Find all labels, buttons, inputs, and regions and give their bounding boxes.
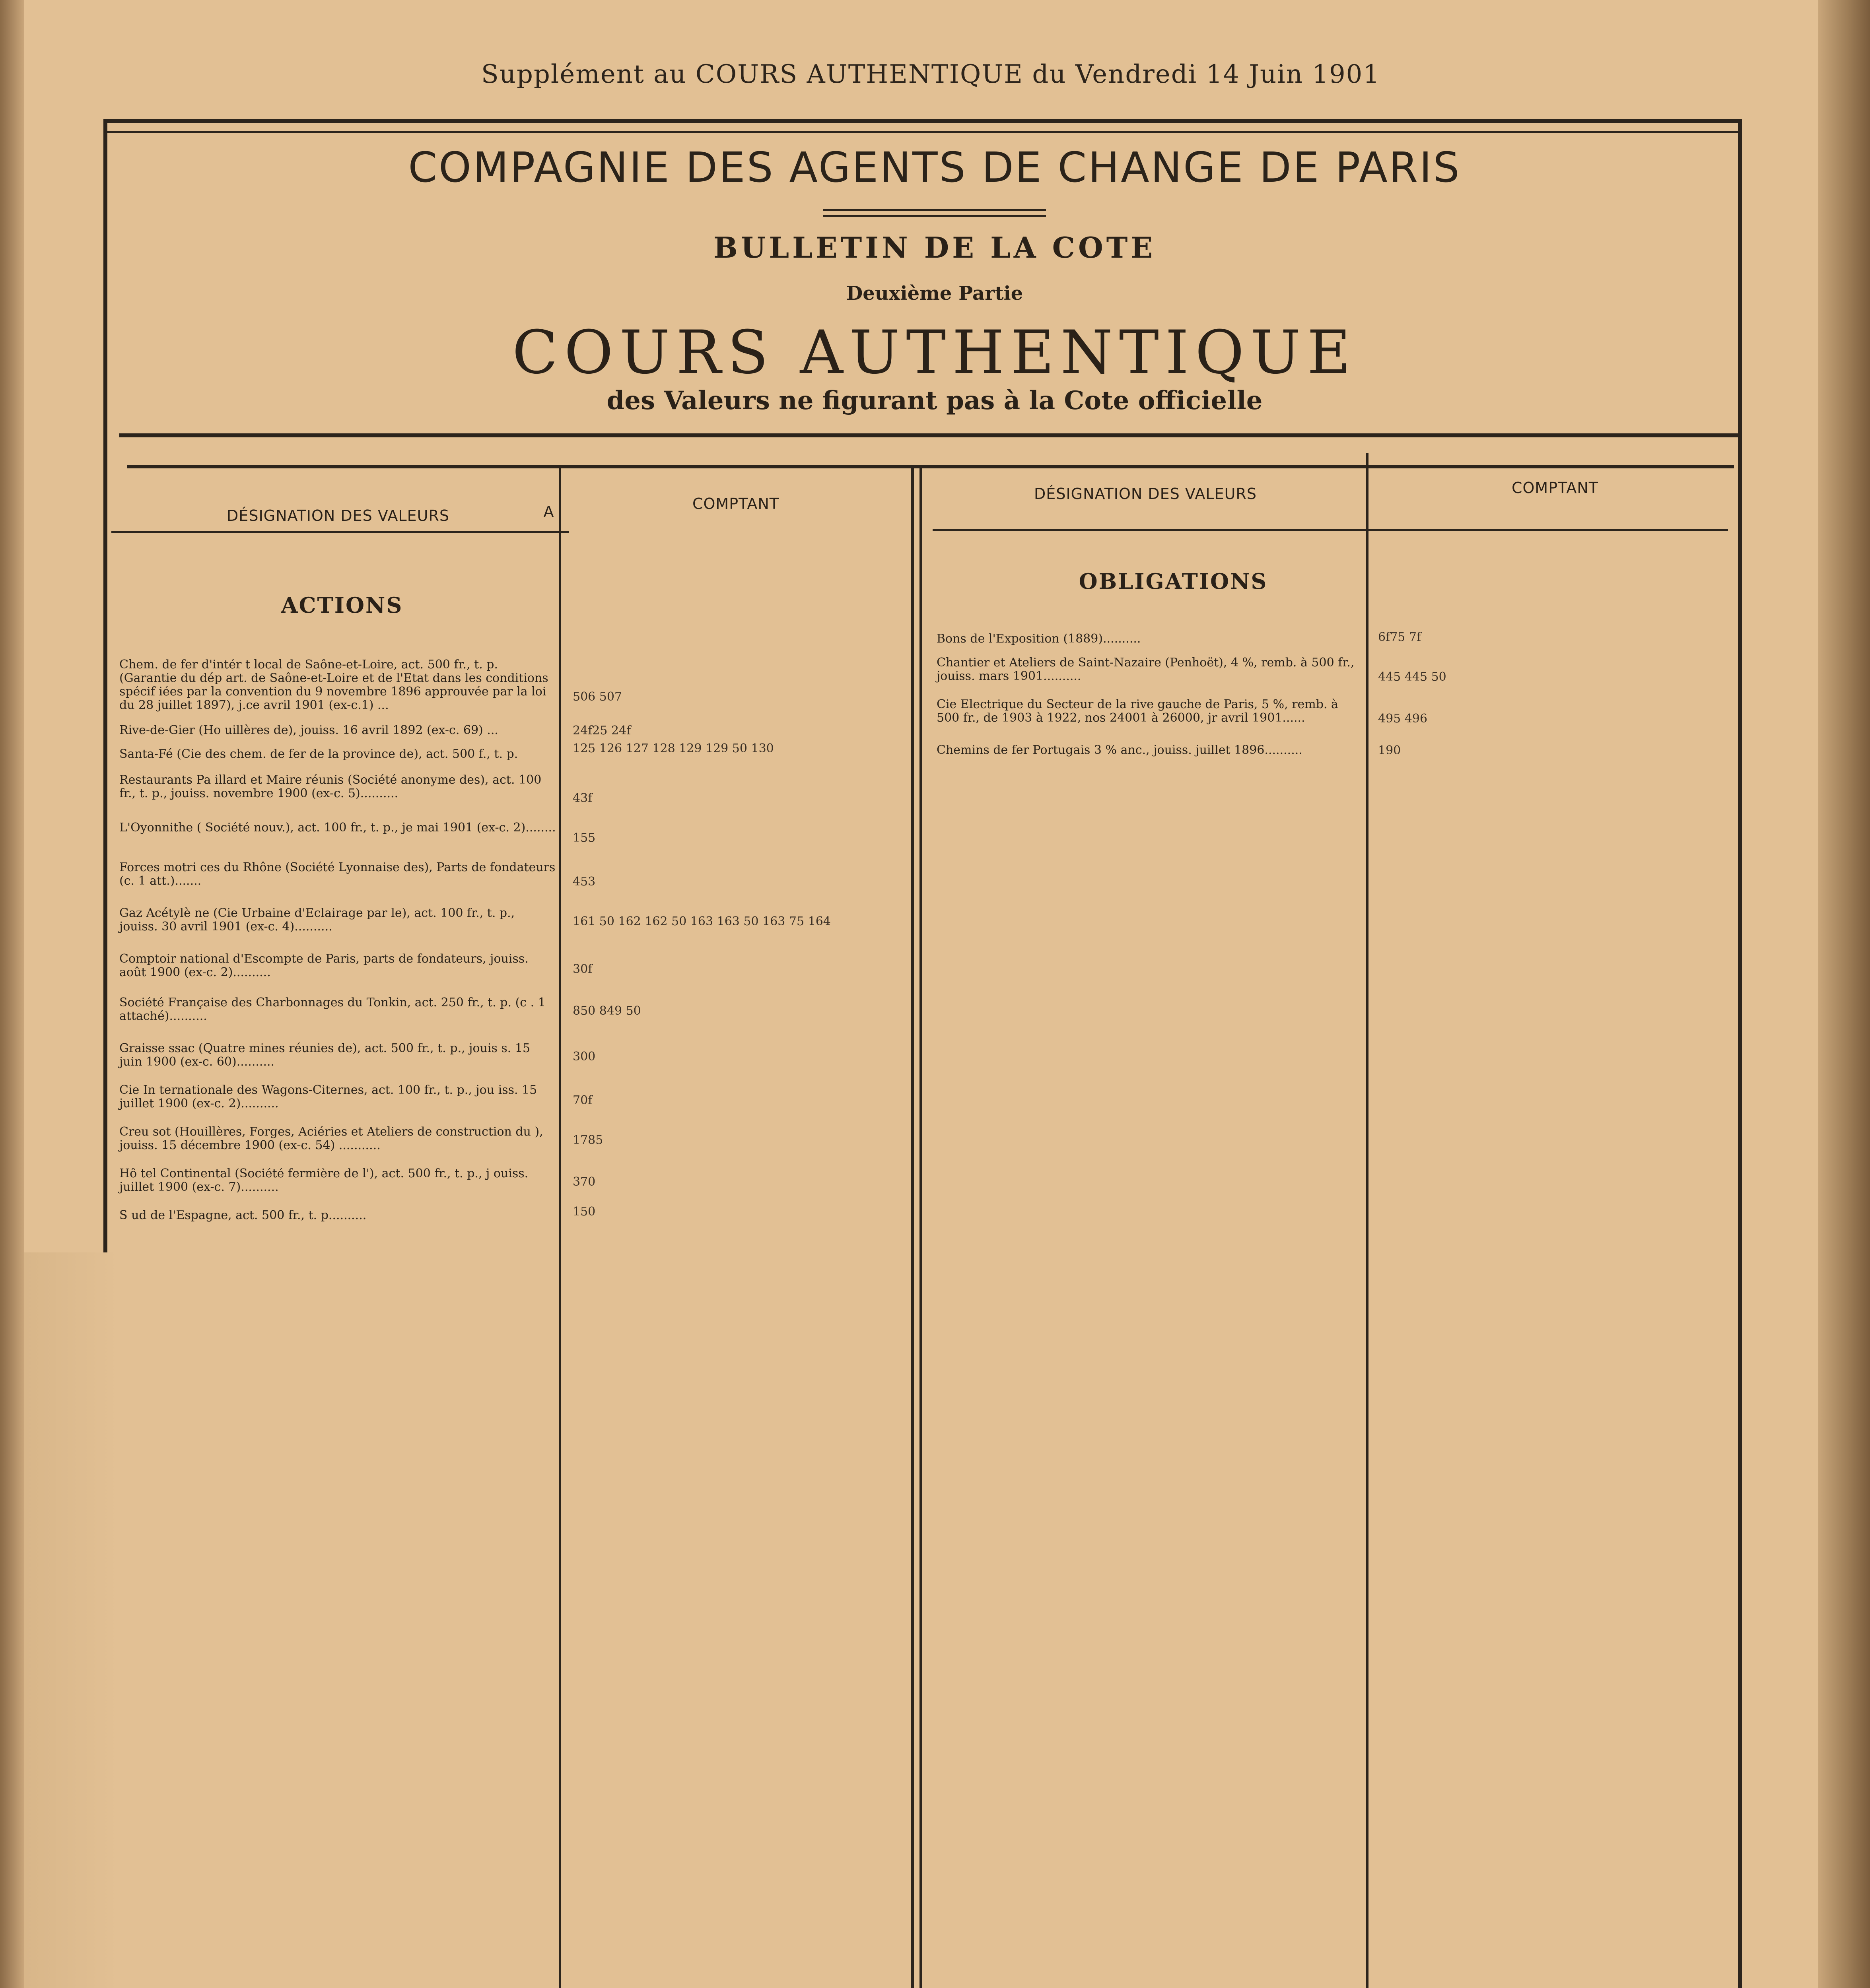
actions-row: Creu sot (Houillères, Forges, Aciéries et Ateliers de construction du ), jouiss. 15 décembre 1900 (ex-c. 54) ........... bbox=[119, 1125, 543, 1152]
actions-row: Forces motri ces du Rhône (Société Lyonnaise des), Parts de fondateurs (c. 1 att.)....... bbox=[119, 860, 556, 888]
actions-row: Comptoir national d'Escompte de Paris, parts de fondateurs, jouiss. août 1900 (ex-c. 2).......... bbox=[119, 952, 529, 979]
actions-value: 155 bbox=[573, 831, 596, 845]
actions-row: Hô tel Continental (Société fermière de l'), act. 500 fr., t. p., j ouiss. juillet 1900 (ex-c. 7).......... bbox=[119, 1167, 529, 1194]
actions-title: ACTIONS bbox=[281, 592, 403, 618]
actions-row: Cie In ternationale des Wagons-Citernes, act. 100 fr., t. p., jou iss. 15 juillet 1900 (ex-c. 2).......... bbox=[119, 1083, 537, 1110]
main-title: COURS AUTHENTIQUE bbox=[512, 318, 1357, 387]
actions-row: Santa-Fé (Cie des chem. de fer de la province de), act. 500 f., t. p. bbox=[119, 747, 518, 761]
actions-value: 370 bbox=[573, 1175, 596, 1189]
actions-value: 1785 bbox=[573, 1133, 603, 1147]
left-comptant-header: COMPTANT bbox=[692, 495, 779, 513]
actions-row: Gaz Acétylè ne (Cie Urbaine d'Eclairage par le), act. 100 fr., t. p., jouiss. 30 avril 1901 (ex-c. 4).......... bbox=[119, 906, 515, 934]
actions-value: 70f bbox=[573, 1093, 593, 1107]
actions-row: Société Française des Charbonnages du Tonkin, act. 250 fr., t. p. (c . 1 attaché).......... bbox=[119, 996, 546, 1023]
left-header-mark: A bbox=[543, 503, 554, 520]
actions-value: 125 126 127 128 129 129 50 130 bbox=[573, 742, 774, 755]
actions-row: Chem. de fer d'intér t local de Saône-et-Loire, act. 500 fr., t. p. (Garantie du dép art. de Saône-et-Loire et de l'Etat dans les conditions spécif iées par la convention du 9 novembre 1896 approuvée par la loi du 28 juillet 1897), j.ce avril 1901 (ex-c.1) ... bbox=[119, 658, 548, 712]
actions-row: S ud de l'Espagne, act. 500 fr., t. p.......... bbox=[119, 1208, 367, 1222]
actions-value: 30f bbox=[573, 962, 593, 976]
obligations-title: OBLIGATIONS bbox=[1079, 569, 1268, 594]
left-designation-header: DÉSIGNATION DES VALEURS bbox=[227, 507, 449, 524]
actions-value: 43f bbox=[573, 791, 593, 805]
right-comptant-header: COMPTANT bbox=[1511, 479, 1599, 497]
obligations-row: Chantier et Ateliers de Saint-Nazaire (Penhoët), 4 %, remb. à 500 fr., jouiss. mars 1901.......... bbox=[937, 656, 1355, 683]
center-divider-a bbox=[911, 465, 914, 1988]
actions-row: Rive-de-Gier (Ho uillères de), jouiss. 16 avril 1892 (ex-c. 69) ... bbox=[119, 723, 498, 737]
actions-value: 24f25 24f bbox=[573, 724, 631, 738]
torn-page-region bbox=[24, 1252, 119, 1988]
table-top-rule bbox=[119, 433, 1738, 437]
actions-value: 506 507 bbox=[573, 690, 622, 704]
actions-value: 161 50 162 162 50 163 163 50 163 75 164 bbox=[573, 914, 831, 928]
actions-value: 150 bbox=[573, 1205, 596, 1219]
frame-inner-rule bbox=[107, 131, 1738, 133]
binding-edge-right bbox=[1818, 0, 1870, 1988]
bulletin-title: BULLETIN DE LA COTE bbox=[713, 231, 1156, 264]
actions-value: 453 bbox=[573, 875, 596, 889]
actions-value: 850 849 50 bbox=[573, 1004, 641, 1018]
obligations-row: Cie Electrique du Secteur de la rive gauche de Paris, 5 %, remb. à 500 fr., de 1903 à 1922, nos 24001 à 26000, jr avril 1901...... bbox=[937, 697, 1338, 725]
right-comptant-divider bbox=[1366, 453, 1368, 1988]
left-header-rule bbox=[111, 531, 569, 533]
center-divider-b bbox=[919, 465, 922, 1988]
title-rule bbox=[823, 209, 1046, 217]
obligations-value: 495 496 bbox=[1378, 712, 1428, 726]
binding-edge-left bbox=[0, 0, 24, 1988]
supplement-line: Supplément au COURS AUTHENTIQUE du Vendredi 14 Juin 1901 bbox=[481, 60, 1380, 89]
actions-value: 300 bbox=[573, 1050, 596, 1064]
left-comptant-divider bbox=[559, 465, 561, 1988]
subtitle: des Valeurs ne figurant pas à la Cote officielle bbox=[606, 386, 1263, 415]
obligations-row: Chemins de fer Portugais 3 % anc., jouiss. juillet 1896.......... bbox=[937, 743, 1302, 757]
actions-row: Restaurants Pa illard et Maire réunis (Société anonyme des), act. 100 fr., t. p., jouiss. novembre 1900 (ex-c. 5).......... bbox=[119, 773, 542, 800]
actions-row: L'Oyonnithe ( Société nouv.), act. 100 fr., t. p., je mai 1901 (ex-c. 2)........ bbox=[119, 821, 556, 835]
company-title: COMPAGNIE DES AGENTS DE CHANGE DE PARIS bbox=[408, 143, 1461, 192]
right-header-rule bbox=[933, 529, 1728, 531]
obligations-row: Bons de l'Exposition (1889).......... bbox=[937, 632, 1141, 646]
table-header-rule-top bbox=[127, 465, 1734, 468]
right-designation-header: DÉSIGNATION DES VALEURS bbox=[1034, 485, 1257, 503]
part-title: Deuxième Partie bbox=[846, 282, 1023, 305]
actions-row: Graisse ssac (Quatre mines réunies de), act. 500 fr., t. p., jouis s. 15 juin 1900 (ex-c. 60).......... bbox=[119, 1041, 531, 1069]
obligations-value: 6f75 7f bbox=[1378, 630, 1421, 644]
obligations-value: 190 bbox=[1378, 744, 1401, 757]
obligations-value: 445 445 50 bbox=[1378, 670, 1446, 684]
